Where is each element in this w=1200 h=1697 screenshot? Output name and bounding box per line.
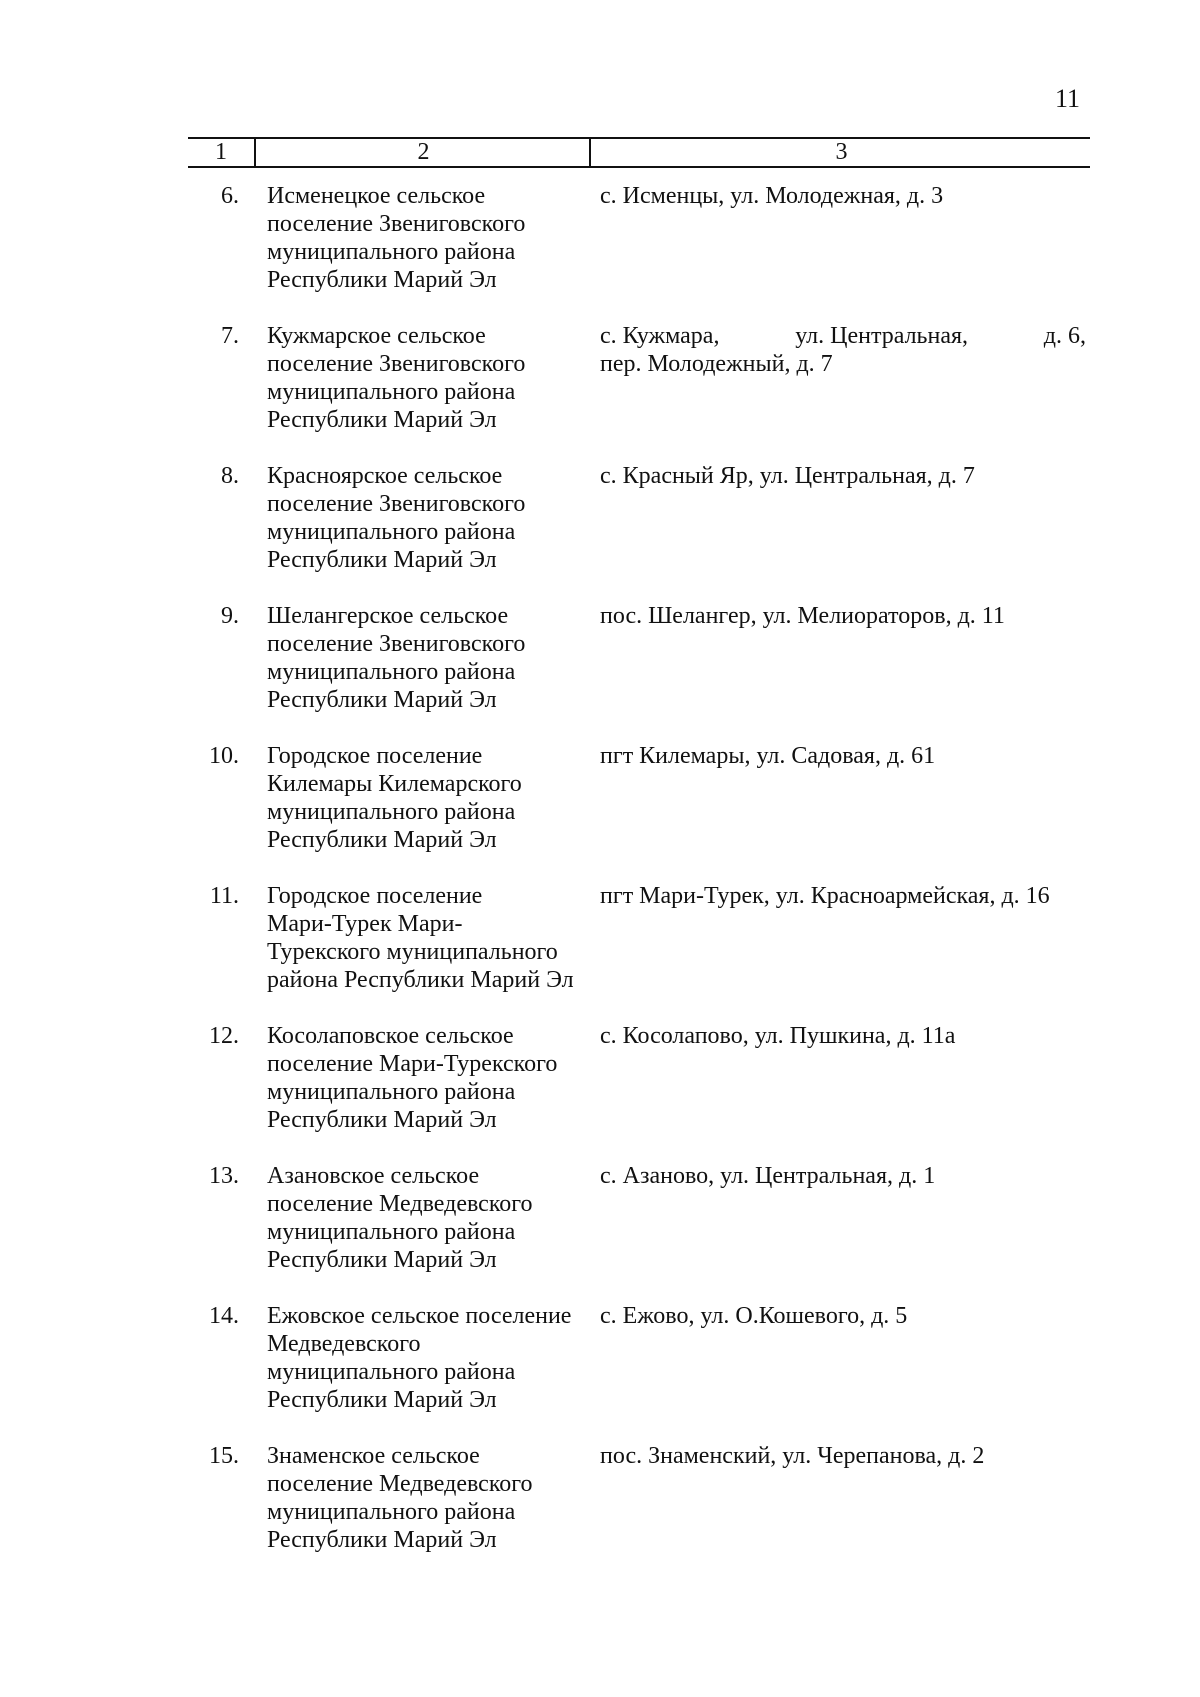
address-line: с. Ежово, ул. О.Кошевого, д. 5 [600, 1303, 908, 1329]
name-line: муниципального района [267, 1219, 516, 1245]
row-number: 12. [209, 1023, 239, 1049]
page-number: 11 [1054, 84, 1080, 113]
settlement-name [267, 462, 597, 574]
row-number: 14. [209, 1303, 239, 1329]
row-number: 13. [209, 1163, 239, 1189]
name-line: муниципального района [267, 799, 516, 825]
name-line: поселение Звениговского [267, 631, 526, 657]
name-line: Республики Марий Эл [267, 1527, 497, 1553]
settlement-name [267, 1302, 597, 1414]
row-number: 9. [221, 603, 239, 629]
address-line: пос. Знаменский, ул. Черепанова, д. 2 [600, 1443, 985, 1469]
settlement-name [267, 882, 597, 994]
settlement-address [600, 742, 1086, 770]
name-line: Мари-Турек Мари- [267, 911, 463, 937]
table-row [188, 1022, 1090, 1162]
name-line: Косолаповское сельское [267, 1023, 514, 1049]
address-line: с. Азаново, ул. Центральная, д. 1 [600, 1163, 936, 1189]
name-line: Медведевского [267, 1331, 421, 1357]
address-part: ул. Центральная, [795, 323, 969, 349]
name-line: Килемары Килемарского [267, 771, 522, 797]
row-number: 8. [221, 463, 239, 489]
address-line: с. Исменцы, ул. Молодежная, д. 3 [600, 183, 944, 209]
name-line: Азановское сельское [267, 1163, 480, 1189]
address-line: пгт Килемары, ул. Садовая, д. 61 [600, 743, 936, 769]
row-number: 10. [209, 743, 239, 769]
row-number: 7. [221, 323, 239, 349]
table-row [188, 1302, 1090, 1442]
name-line: Ежовское сельское поселение [267, 1303, 572, 1329]
settlement-name [267, 1162, 597, 1274]
name-line: района Республики Марий Эл [267, 967, 574, 993]
address-line: пер. Молодежный, д. 7 [600, 351, 833, 377]
name-line: поселение Звениговского [267, 491, 526, 517]
table-row [188, 462, 1090, 602]
table-row [188, 742, 1090, 882]
address-line [600, 322, 1086, 350]
name-line: Республики Марий Эл [267, 687, 497, 713]
name-line: муниципального района [267, 379, 516, 405]
table-row [188, 1442, 1090, 1582]
settlement-name [267, 182, 597, 294]
name-line: Республики Марий Эл [267, 827, 497, 853]
name-line: Исменецкое сельское [267, 183, 486, 209]
table-row [188, 1162, 1090, 1302]
settlement-address [600, 1022, 1086, 1050]
settlement-address [600, 1442, 1086, 1470]
name-line: Республики Марий Эл [267, 1387, 497, 1413]
settlement-name [267, 602, 597, 714]
row-number: 11. [209, 883, 239, 909]
name-line: Шелангерское сельское [267, 603, 509, 629]
settlement-address [600, 1162, 1086, 1190]
name-line: поселение Звениговского [267, 351, 526, 377]
table-row [188, 882, 1090, 1022]
name-line: Знаменское сельское [267, 1443, 480, 1469]
name-line: Республики Марий Эл [267, 267, 497, 293]
settlement-name [267, 742, 597, 854]
settlement-name [267, 322, 597, 434]
settlement-address [600, 182, 1086, 210]
header-col-3: 3 [589, 139, 1092, 166]
settlement-name [267, 1442, 597, 1554]
table-header [188, 137, 1090, 168]
address-line: с. Красный Яр, ул. Центральная, д. 7 [600, 463, 975, 489]
table-row [188, 182, 1090, 322]
address-line: с. Косолапово, ул. Пушкина, д. 11а [600, 1023, 956, 1049]
settlement-address [600, 462, 1086, 490]
name-line: Городское поселение [267, 743, 483, 769]
name-line: муниципального района [267, 239, 516, 265]
name-line: поселение Медведевского [267, 1471, 533, 1497]
name-line: Республики Марий Эл [267, 407, 497, 433]
table-row [188, 322, 1090, 462]
name-line: поселение Медведевского [267, 1191, 533, 1217]
address-line: пос. Шелангер, ул. Мелиораторов, д. 11 [600, 603, 1005, 629]
name-line: муниципального района [267, 1359, 516, 1385]
row-number: 6. [221, 183, 239, 209]
settlement-address [600, 882, 1086, 910]
name-line: Красноярское сельское [267, 463, 503, 489]
name-line: муниципального района [267, 659, 516, 685]
settlement-address [600, 322, 1086, 378]
name-line: поселение Звениговского [267, 211, 526, 237]
header-col-1: 1 [215, 139, 227, 165]
name-line: Кужмарское сельское [267, 323, 486, 349]
name-line: муниципального района [267, 1079, 516, 1105]
name-line: муниципального района [267, 519, 516, 545]
name-line: поселение Мари-Турекского [267, 1051, 558, 1077]
name-line: Городское поселение [267, 883, 483, 909]
name-line: Республики Марий Эл [267, 547, 497, 573]
row-number: 15. [209, 1443, 239, 1469]
name-line: Республики Марий Эл [267, 1247, 497, 1273]
name-line: Республики Марий Эл [267, 1107, 497, 1133]
table-row [188, 602, 1090, 742]
settlement-address [600, 602, 1086, 630]
table-body [188, 182, 1090, 1582]
settlement-name [267, 1022, 597, 1134]
header-col-2: 2 [254, 139, 591, 166]
address-line: пгт Мари-Турек, ул. Красноармейская, д. 16 [600, 883, 1050, 909]
address-part: с. Кужмара, [600, 323, 720, 349]
settlement-address [600, 1302, 1086, 1330]
name-line: Турекского муниципального [267, 939, 558, 965]
name-line: муниципального района [267, 1499, 516, 1525]
address-part: д. 6, [1043, 323, 1086, 349]
